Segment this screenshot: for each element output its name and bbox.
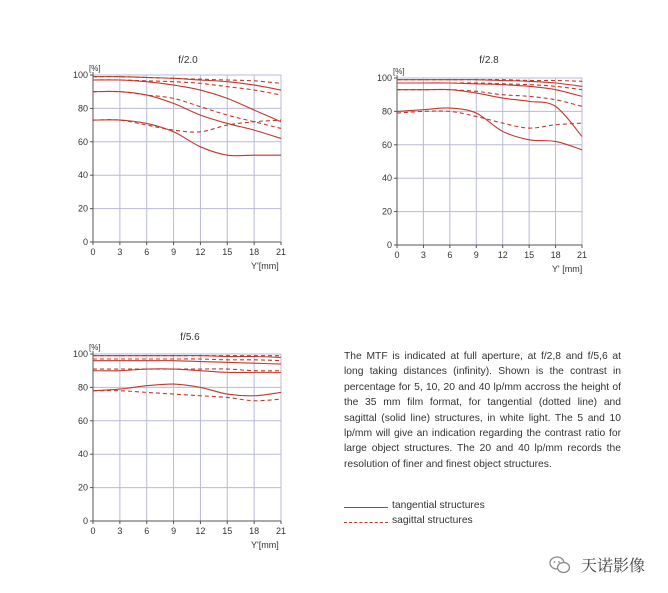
y-tick-label: 0: [386, 240, 392, 250]
chart-title: f/2.0: [178, 55, 198, 66]
chart-title: f/5.6: [180, 332, 200, 343]
y-axis-label: [%]: [89, 64, 101, 73]
x-tick-label: 21: [275, 247, 287, 257]
x-tick-label: 18: [249, 526, 260, 536]
x-tick-label: 15: [222, 247, 233, 257]
y-tick-label: 40: [77, 449, 88, 460]
x-axis-label: Y'[mm]: [251, 261, 279, 271]
x-tick-label: 9: [473, 250, 479, 260]
x-tick-label: 12: [497, 250, 508, 260]
x-tick-label: 12: [195, 526, 206, 536]
series-line-sagittal-7: [93, 120, 281, 156]
x-tick-label: 0: [90, 247, 96, 257]
series-line-sagittal-3: [93, 80, 281, 122]
y-tick-label: 100: [376, 73, 392, 83]
y-tick-label: 80: [381, 106, 392, 117]
series-line-sagittal-3: [93, 361, 281, 364]
y-tick-label: 100: [72, 349, 88, 359]
x-axis-label: Y' [mm]: [552, 264, 583, 274]
y-tick-label: 20: [77, 203, 88, 214]
y-tick-label: 80: [77, 103, 88, 114]
watermark-text: 天诺影像: [581, 556, 646, 575]
x-axis-label: Y'[mm]: [251, 540, 279, 550]
chart-title: f/2.8: [479, 55, 499, 66]
x-tick-label: 3: [420, 250, 426, 260]
x-tick-label: 3: [117, 247, 123, 257]
x-tick-label: 21: [275, 526, 287, 536]
legend-sagittal-label: sagittal structures: [392, 515, 473, 526]
series-line-sagittal-7: [397, 108, 582, 150]
x-tick-label: 6: [144, 526, 150, 536]
y-tick-label: 60: [381, 139, 392, 150]
x-tick-label: 9: [171, 526, 177, 536]
legend-tangential-label: tangential structures: [392, 500, 485, 511]
x-tick-label: 15: [524, 250, 535, 260]
y-axis-label: [%]: [393, 67, 405, 76]
x-tick-label: 0: [90, 526, 96, 536]
mtf-description: The MTF is indicated at full aperture, at f/2,8 and f/5,6 at long taking distances (infinity). Shown is the contrast in percentage for 5, 10, 20 and 40 lp/mm accross the height of the 35 mm film format, for tangential (dotted line) and sagittal (solid line) structures, in white light. The 5 and 10 lp/mm will give an indication regarding the contrast ratio for large object structures. The 20 and 40 lp/mm records the resolution of finer and finest object structures.: [344, 351, 621, 470]
y-tick-label: 40: [381, 173, 392, 184]
y-tick-label: 60: [77, 136, 88, 147]
y-tick-label: 40: [77, 170, 88, 181]
x-tick-label: 12: [195, 247, 206, 257]
x-tick-label: 0: [394, 250, 400, 260]
series-line-sagittal-5: [93, 91, 281, 138]
solid-line-swatch: [344, 507, 388, 508]
dashed-line-swatch: [344, 522, 388, 523]
y-axis-label: [%]: [89, 343, 101, 352]
x-tick-label: 18: [550, 250, 561, 260]
series-line-sagittal-7: [93, 384, 281, 396]
legend-sagittal: [344, 515, 544, 531]
y-tick-label: 60: [77, 415, 88, 426]
y-tick-label: 20: [381, 206, 392, 217]
x-tick-label: 15: [222, 526, 233, 536]
wechat-icon: [549, 555, 571, 575]
legend-tangential: [344, 500, 544, 516]
x-tick-label: 18: [249, 247, 260, 257]
y-tick-label: 0: [82, 516, 88, 526]
series-line-sagittal-5: [397, 89, 582, 136]
mtf-chart-1: [73, 55, 286, 271]
y-tick-label: 100: [72, 70, 88, 80]
x-tick-label: 21: [576, 250, 588, 260]
y-tick-label: 20: [77, 482, 88, 493]
mtf-chart-2: [377, 55, 587, 274]
y-tick-label: 0: [82, 237, 88, 247]
x-tick-label: 6: [447, 250, 453, 260]
y-tick-label: 80: [77, 382, 88, 393]
x-tick-label: 3: [117, 526, 123, 536]
series-line-tangential-6: [397, 90, 582, 107]
x-tick-label: 6: [144, 247, 150, 257]
x-tick-label: 9: [171, 247, 177, 257]
mtf-chart-3: [73, 332, 286, 550]
series-line-tangential-8: [397, 111, 582, 128]
